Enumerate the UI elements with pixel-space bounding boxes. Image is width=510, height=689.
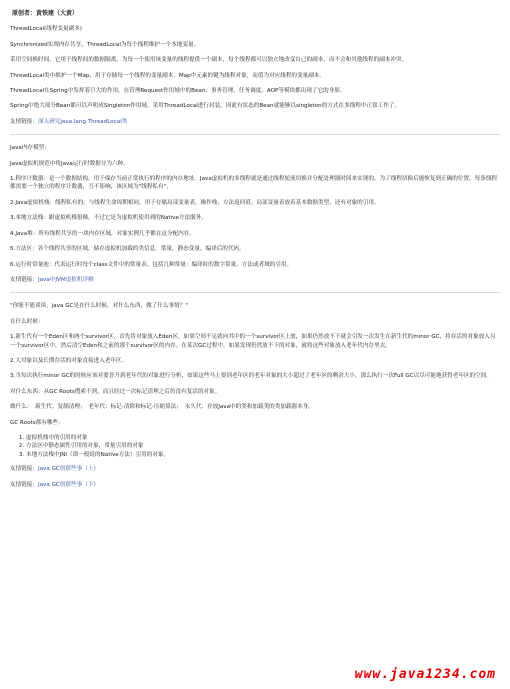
section-separator	[10, 292, 500, 293]
memory-item: 1.程序计数器：是一个数据结构，用于保存当前正常执行的程序的内存地址。Java虚拟机的多线程就是通过线程轮流切换并分配处理器时间来实现的，为了线程切换后能恢复到正确的位置，每条线程都需要一个独立的程序计数器，互不影响，该区域为"线程私有"。	[10, 176, 498, 191]
link-prefix: 友情链接：	[10, 118, 38, 125]
gc-link-line-2	[10, 481, 500, 489]
gc-when-title: 在什么时候：	[10, 318, 44, 325]
link-prefix: 友情链接：	[10, 466, 38, 473]
section-separator	[10, 134, 500, 135]
threadlocal-link[interactable]: 深入研究java.lang.ThreadLocal类	[37, 118, 128, 125]
document-page	[10, 6, 500, 496]
memory-item: 3.本地方法栈：跟虚拟机栈很像，不过它是为虚拟机使用到的Native方法服务。	[10, 215, 207, 222]
threadlocal-paragraph-3: ThreadLocal类中维护一个Map，用于存储每一个线程的变量副本，Map中元素的键为线程对象，而值为对应线程的变量副本。	[10, 72, 325, 79]
link-prefix: 友情链接：	[10, 276, 38, 283]
list-item: 3. 本地方法栈中JNI（即一般说的Native方法）引用的对象。	[26, 451, 500, 459]
threadlocal-paragraph-5: Spring中绝大部分Bean都可以声明成Singleton作用域，采用ThreadLocal进行封装，因此有状态的Bean就能够以singleton的方式在多线程中正常工作了。	[10, 103, 401, 110]
threadlocal-paragraph-4: ThreadLocal在Spring中发挥着巨大的作用，在管理Request作用域中的Bean、事务管理、任务调度、AOP等模块都出现了它的身影。	[10, 88, 346, 95]
memory-model-intro: Java虚拟机规范中将Java运行时数据分为六种。	[10, 160, 129, 167]
jvm-link-line	[10, 276, 500, 284]
gc-do: 做什么： 新生代：复制清理； 老年代：标记-清除和标记-压缩算法； 永久代：存放Java中的类和加载类的类加载器本身。	[10, 404, 314, 411]
list-item: 2. 方法区中静态属性引用的对象，常量引用的对象	[26, 442, 500, 450]
gc-when-item: 1.新生代有一个Eden区和两个survivor区，首先将对象放入Eden区，如果空间不足就向其中的一个survivor区上放，如果仍然放不下就会引发一次发生在新生代的minor GC，将存活的对象放入另一个survivor区中，然后清空Eden和之前的那个survivor区的内存。在某次GC过程中，如果发现仍然放不下的对象，就将这些对象放入老年代内存里去。	[10, 334, 496, 349]
gc-question: "你能不能谈谈，java GC是在什么时候，对什么东西，做了什么事情？"	[10, 303, 188, 310]
gc-link-2[interactable]: Java GC的那些事（下）	[37, 481, 99, 488]
author-line: 原创者：黄铁建（大黄）	[12, 10, 79, 17]
watermark-footer: www.java1234.com	[354, 667, 496, 682]
memory-model-title: Java内存模型：	[10, 145, 50, 152]
link-prefix: 友情链接：	[10, 481, 38, 488]
gc-roots-title: GC Roots都有哪些：	[10, 419, 64, 426]
gc-link-1[interactable]: Java GC的那些事（上）	[37, 466, 99, 473]
threadlocal-link-line	[10, 118, 500, 126]
gc-when-item: 2.大对象以及长期存活的对象直接进入老年区。	[10, 357, 128, 364]
gc-link-line-1	[10, 465, 500, 473]
gc-roots-list	[10, 434, 500, 459]
memory-item: 6.运行时常量池：代表运行时每个class文件中的常量表。包括几种常量：编译时的数字常量、方法或者域的引用。	[10, 261, 293, 268]
gc-what: 对什么东西：从GC Roots搜索不到，而且经过一次标记清理之后仍没有复活的对象。	[10, 388, 221, 395]
threadlocal-title: ThreadLocal(线程变量副本)	[10, 26, 82, 33]
threadlocal-paragraph-2: 采用空间换时间，它用于线程间的数据隔离，为每一个使用该变量的线程提供一个副本，每个线程都可以独立地改变自己的副本，而不会和其他线程的副本冲突。	[10, 57, 408, 64]
jvm-link[interactable]: Java中JVM虚拟机详解	[37, 276, 94, 283]
memory-item: 5.方法区：各个线程共享的区域，储存虚拟机加载的类信息，常量，静态变量，编译后的代码。	[10, 246, 245, 253]
gc-when-item: 3.当每次执行minor GC的时候应该对要晋升到老年代的对象进行分析，如果这些马上要到老年区的老年对象的大小超过了老年区的剩余大小，那么执行一次Full GC以尽可能地获得老年区的空间。	[10, 373, 492, 380]
threadlocal-paragraph-1: Synchronized实现内存共享，ThreadLocal为每个线程维护一个本地变量。	[10, 41, 200, 48]
memory-item: 2.Java虚拟机栈：线程私有的，与线程生命周期相同，用于存储局部变量表，操作栈，方法返回值。局部变量表放着基本数据类型，还有对象的引用。	[10, 199, 380, 206]
list-item: 1. 虚拟机栈中的引用的对象	[26, 434, 500, 442]
memory-item: 4.Java堆：所有线程共享的一块内存区域，对象实例几乎都在这分配内存。	[10, 230, 195, 237]
